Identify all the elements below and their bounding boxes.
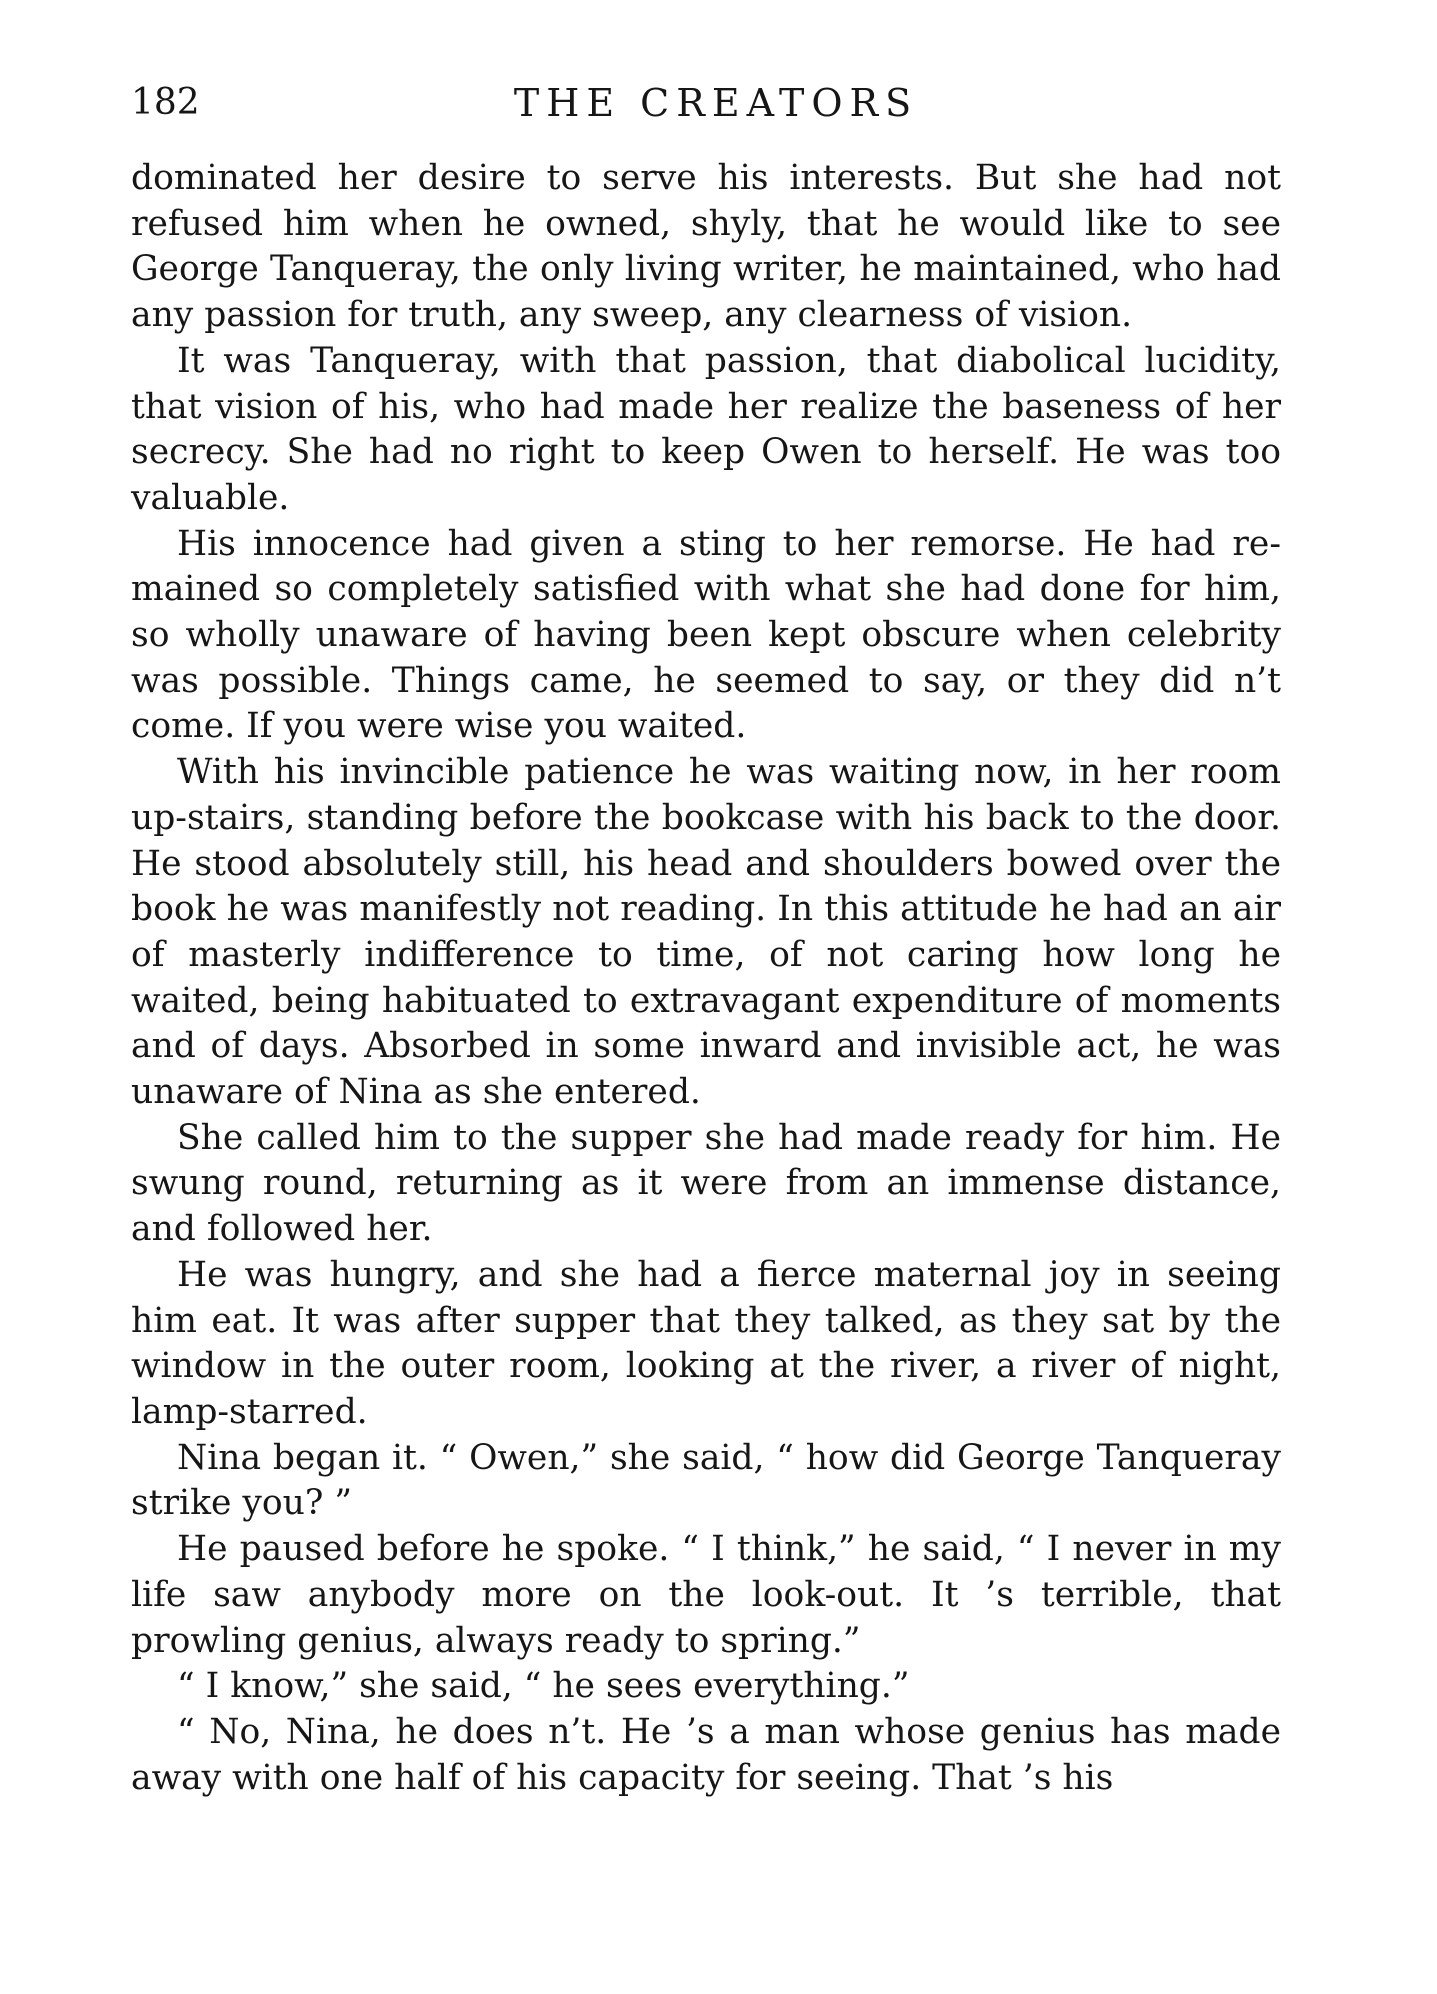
page-number: 182 [131,82,200,123]
paragraph: With his invincible patience he was waiting now, in her room up-stairs, standing before the bookcase with his back to the door. He stood absolutely still, his head and shoulders bowed over the book he was manifestly not reading. In this attitude he had an air of masterly indifference to time, of not caring how long he waited, being habituated to extravagant expenditure of moments and of days. Absorbed in some inward and invisible act, he was unaware of Nina as she entered. [131,752,1281,1113]
paragraph: “ I know,” she said, “ he sees everything.” [177,1666,910,1707]
paragraph: “ No, Nina, he does n’t. He ’s a man whose genius has made away with one half of his capacity for seeing. That ’s his [131,1711,1281,1798]
paragraph: It was Tanqueray, with that passion, that diabolical lucidity, that vision of his, who had made her realize the baseness of her secrecy. She had no right to keep Owen to herself. He was too valuable. [131,340,1281,518]
paragraph: Nina began it. “ Owen,” she said, “ how did George Tanqueray strike you? ” [131,1437,1281,1524]
running-title: THE CREATORS [513,81,919,125]
paragraph: He was hungry, and she had a fierce maternal joy in seeing him eat. It was after supper that they talked, as they sat by the window in the outer room, looking at the river, a river of night, lamp-starred. [131,1254,1281,1432]
paragraph: dominated her desire to serve his interests. But she had not refused him when he owned, shyly, that he would like to see George Tanqueray, the only living writer, he maintained, who had any passion for truth, any sweep, any clearness of vision. [131,158,1281,336]
paragraph: She called him to the supper she had made ready for him. He swung round, returning as it were from an immense distance, and followed her. [131,1117,1281,1250]
body-text [131,156,1281,1801]
page-header [131,78,1281,128]
paragraph: He paused before he spoke. “ I think,” he said, “ I never in my life saw anybody more on the look-out. It ’s terrible, that prowling genius, always ready to spring.” [131,1529,1281,1661]
paragraph: His innocence had given a sting to her remorse. He had remained so completely satisfied with what she had done for him, so wholly unaware of having been kept obscure when celebrity was possible. Things came, he seemed to say, or they did n’t come. If you were wise you waited. [131,523,1281,747]
